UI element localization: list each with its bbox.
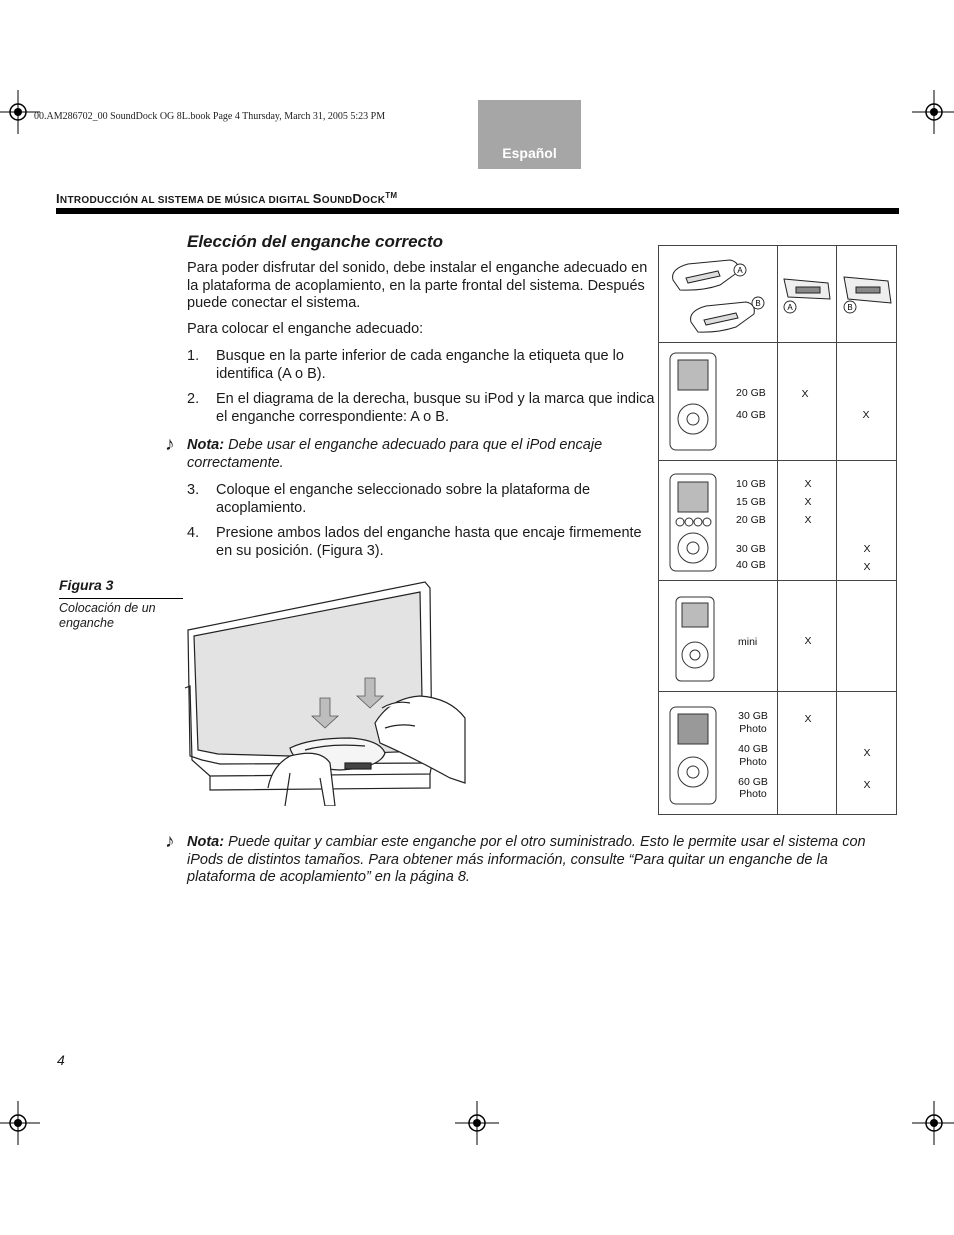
- registration-mark-bottom-center: [455, 1101, 499, 1145]
- step-text: Coloque el enganche seleccionado sobre la plataforma de acoplamiento.: [216, 482, 591, 516]
- step-text: Busque en la parte inferior de cada enganche la etiqueta que lo identifica (A o B).: [216, 348, 624, 382]
- note-text: Debe usar el enganche adecuado para que el iPod encaje correctamente.: [187, 437, 603, 471]
- note-paragraph: [187, 437, 632, 472]
- section-header-part: D: [352, 191, 363, 206]
- trademark-symbol: TM: [385, 191, 398, 200]
- ipod-model-label: 15 GB: [736, 496, 766, 508]
- table-mark: X: [863, 561, 871, 573]
- registration-mark-top-right: [912, 90, 954, 134]
- table-mark: X: [804, 635, 812, 647]
- table-mark: X: [801, 388, 809, 400]
- language-tab-label: Español: [502, 145, 557, 161]
- table-header-label: B: [847, 303, 853, 312]
- table-mark: X: [804, 713, 812, 725]
- lead-paragraph: Para colocar el enganche adecuado:: [187, 321, 424, 337]
- dock-insert-a-icon: [673, 260, 739, 290]
- ipod-model-label: 40 GB: [738, 743, 768, 755]
- ipod-photo-icon: [670, 707, 716, 804]
- dock-illustration: [180, 578, 470, 806]
- table-mark: X: [804, 478, 812, 490]
- dock-insert-b-small-icon: [844, 277, 891, 303]
- ipod-model-label: Photo: [739, 788, 767, 800]
- registration-mark-bottom-left: [0, 1101, 40, 1145]
- note-paragraph: [187, 834, 899, 887]
- registration-mark-bottom-right: [912, 1101, 954, 1145]
- music-note-icon: ♪: [165, 831, 175, 852]
- ipod-model-label: 40 GB: [736, 409, 766, 421]
- table-mark: X: [863, 779, 871, 791]
- page-number: 4: [57, 1052, 65, 1068]
- ipod-model-label: 30 GB: [738, 710, 768, 722]
- ipod-model-label: 20 GB: [736, 514, 766, 526]
- table-mark: X: [804, 496, 812, 508]
- table-mark: X: [863, 543, 871, 555]
- ipod-model-label: 40 GB: [736, 559, 766, 571]
- dock-insert-b-icon: [691, 302, 755, 332]
- section-header-part: NTRODUCCIÓN AL SISTEMA DE MÚSICA DIGITAL: [59, 195, 313, 206]
- table-mark: X: [863, 747, 871, 759]
- ipod-mini-icon: [676, 597, 714, 681]
- language-tab: [478, 100, 581, 169]
- section-header: [56, 191, 397, 206]
- step-number: 4.: [187, 525, 200, 541]
- ipod-model-label: mini: [738, 636, 758, 648]
- section-header-part: OCK: [362, 195, 386, 206]
- dock-compatibility-table: [658, 245, 897, 815]
- section-header-part: OUND: [321, 195, 353, 206]
- figure-caption: Colocación de un enganche: [59, 601, 156, 630]
- section-header-part: S: [312, 191, 322, 206]
- page-title: Elección del enganche correcto: [187, 232, 444, 251]
- section-header-part: I: [56, 191, 60, 206]
- ipod-model-label: Photo: [739, 723, 767, 735]
- ipod-model-label: 20 GB: [736, 387, 766, 399]
- ipod-model-label: 10 GB: [736, 478, 766, 490]
- music-note-icon: ♪: [165, 434, 175, 455]
- ipod-model-label: 60 GB: [738, 776, 768, 788]
- note-label: Nota:: [187, 834, 225, 850]
- figure-rule: [59, 598, 183, 599]
- step-number: 2.: [187, 391, 200, 407]
- intro-paragraph: Para poder disfrutar del sonido, debe instalar el enganche adecuado en la plataforma de acoplamiento, en la parte frontal del sistema. Después puede conectar el sistema.: [187, 260, 648, 311]
- ipod-icon: [670, 474, 716, 571]
- print-slug: 00.AM286702_00 SoundDock OG 8L.book Page 4 Thursday, March 31, 2005 5:23 PM: [34, 111, 386, 122]
- note-text: Puede quitar y cambiar este enganche por el otro suministrado. Esto le permite usar el sistema con iPods de distintos tamaños. Para obtener más información, consulte “Para quitar un enganche de la plataforma de acoplamiento” en la página 8.: [187, 834, 866, 885]
- ipod-model-label: 30 GB: [736, 543, 766, 555]
- table-header-label: A: [737, 266, 743, 275]
- ipod-model-label: Photo: [739, 756, 767, 768]
- table-mark: X: [862, 409, 870, 421]
- step-number: 3.: [187, 482, 200, 498]
- dock-insert-a-small-icon: [784, 279, 830, 299]
- step-number: 1.: [187, 348, 200, 364]
- table-header-label: B: [755, 299, 761, 308]
- note-label: Nota:: [187, 437, 225, 453]
- table-header-label: A: [787, 303, 793, 312]
- figure-label: Figura 3: [59, 577, 114, 593]
- step-text: En el diagrama de la derecha, busque su iPod y la marca que indica el enganche correspondiente: A o B.: [216, 391, 655, 425]
- header-rule: [56, 208, 899, 214]
- table-mark: X: [804, 514, 812, 526]
- ipod-icon: [670, 353, 716, 450]
- step-text: Presione ambos lados del enganche hasta que encaje firmemente en su posición. (Figura 3).: [216, 525, 642, 559]
